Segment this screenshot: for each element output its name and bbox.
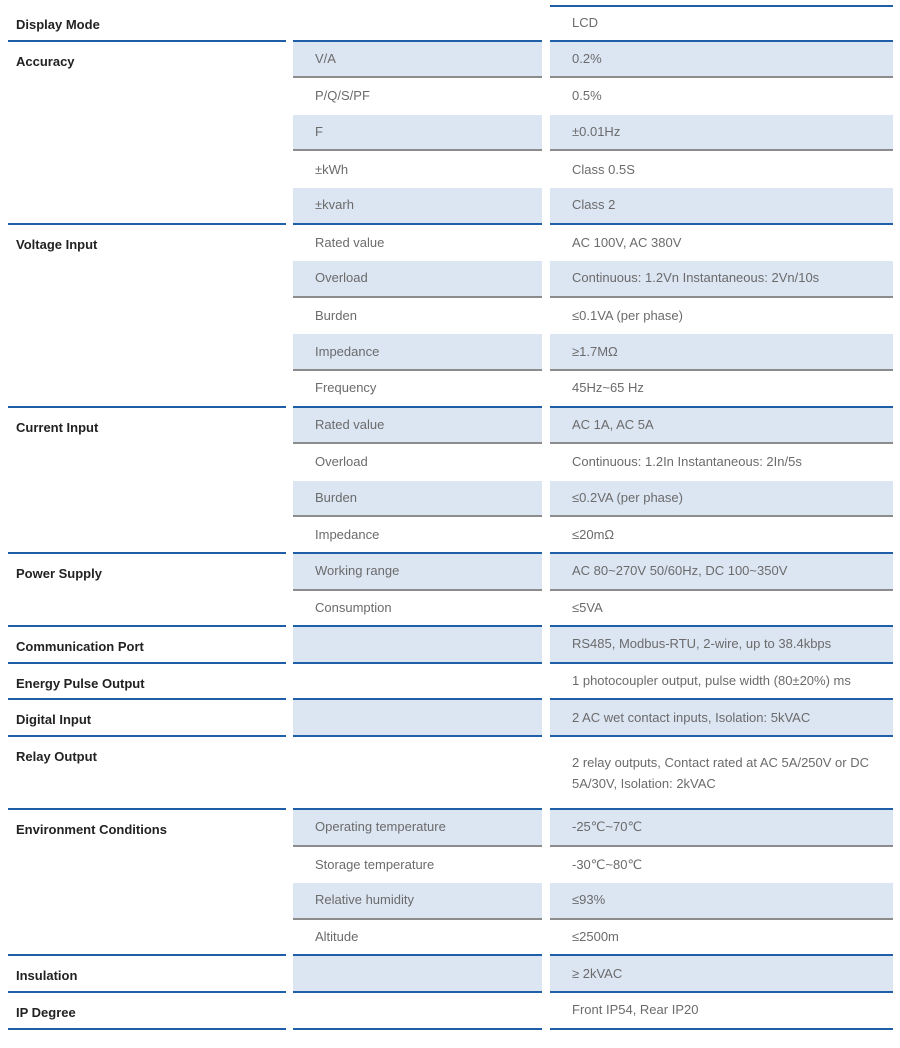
parameter-label: Rated value [315, 234, 385, 250]
spec-value: Class 0.5S [572, 161, 635, 177]
spec-group [0, 5, 900, 42]
spec-group [0, 737, 900, 810]
category-label: Accuracy [16, 53, 75, 69]
value-cell [550, 993, 893, 1030]
spec-value: 0.2% [572, 50, 602, 66]
spec-value: ±0.01Hz [572, 124, 621, 140]
spec-value: Continuous: 1.2Vn Instantaneous: 2Vn/10s [572, 270, 820, 286]
parameter-cell [293, 42, 542, 79]
parameter-cell [293, 188, 542, 225]
parameter-cell [293, 810, 542, 847]
category-cell [8, 42, 286, 225]
parameter-label: F [315, 124, 323, 140]
parameter-label: Burden [315, 490, 357, 506]
spec-group [0, 810, 900, 956]
value-cell [550, 627, 893, 664]
parameter-cell [293, 883, 542, 920]
spec-value: ≤5VA [572, 599, 603, 615]
parameter-cell [293, 371, 542, 408]
spec-value: Continuous: 1.2In Instantaneous: 2In/5s [572, 454, 802, 470]
value-cell [550, 115, 893, 152]
value-cell [550, 920, 893, 957]
value-cell [550, 737, 893, 810]
value-cell [550, 554, 893, 591]
parameter-cell [293, 444, 542, 481]
value-cell [550, 810, 893, 847]
spec-group [0, 42, 900, 225]
parameter-cell [293, 115, 542, 152]
category-label: Environment Conditions [16, 822, 167, 837]
parameter-label: Impedance [315, 526, 380, 542]
spec-value: LCD [572, 15, 599, 31]
category-cell [8, 408, 286, 554]
spec-group [0, 993, 900, 1030]
spec-value: 45Hz~65 Hz [572, 380, 644, 396]
parameter-label: ±kWh [315, 161, 349, 177]
parameter-cell [293, 627, 542, 664]
category-label: Communication Port [16, 639, 144, 655]
value-cell [550, 261, 893, 298]
spec-value: ≤2500m [572, 929, 619, 945]
spec-value: RS485, Modbus-RTU, 2-wire, up to 38.4kbps [572, 636, 832, 652]
parameter-label: P/Q/S/PF [315, 88, 370, 104]
value-cell [550, 42, 893, 79]
category-label: Current Input [16, 419, 99, 435]
value-cell [550, 371, 893, 408]
value-cell [550, 151, 893, 188]
category-cell [8, 956, 286, 993]
spec-value: 2 AC wet contact inputs, Isolation: 5kVAC [572, 709, 811, 725]
parameter-cell [293, 517, 542, 554]
value-cell [550, 225, 893, 262]
spec-value: ≤93% [572, 892, 606, 908]
parameter-cell [293, 334, 542, 371]
parameter-cell [293, 225, 542, 262]
parameter-cell [293, 737, 542, 810]
value-cell [550, 481, 893, 518]
spec-value: AC 80~270V 50/60Hz, DC 100~350V [572, 563, 788, 579]
spec-value: Class 2 [572, 197, 616, 213]
parameter-label: Relative humidity [315, 892, 414, 908]
spec-group [0, 627, 900, 664]
spec-group [0, 664, 900, 701]
spec-value: ≥ 2kVAC [572, 965, 623, 981]
parameter-cell [293, 5, 542, 42]
value-cell [550, 408, 893, 445]
category-label: Energy Pulse Output [16, 675, 145, 691]
parameter-label: Working range [315, 563, 400, 579]
category-cell [8, 225, 286, 408]
value-cell [550, 5, 893, 42]
value-cell [550, 517, 893, 554]
value-cell [550, 188, 893, 225]
category-cell [8, 737, 286, 810]
spec-value: 2 relay outputs, Contact rated at AC 5A/250V or DC 5A/30V, Isolation: 2kVAC [572, 754, 869, 791]
value-cell [550, 444, 893, 481]
category-label: Relay Output [16, 749, 97, 764]
parameter-cell [293, 408, 542, 445]
category-label: IP Degree [16, 1005, 76, 1020]
spec-value: 1 photocoupler output, pulse width (80±20%) ms [572, 673, 851, 689]
value-cell [550, 883, 893, 920]
parameter-cell [293, 554, 542, 591]
spec-value: 0.5% [572, 88, 602, 104]
parameter-label: Rated value [315, 416, 385, 432]
value-cell [550, 664, 893, 701]
category-cell [8, 627, 286, 664]
spec-group [0, 700, 900, 737]
parameter-cell [293, 591, 542, 628]
spec-value: ≤20mΩ [572, 526, 615, 542]
spec-value: ≤0.1VA (per phase) [572, 308, 683, 324]
parameter-cell [293, 700, 542, 737]
value-cell [550, 334, 893, 371]
spec-value: -30℃~80℃ [572, 856, 643, 872]
parameter-label: Burden [315, 308, 357, 324]
value-cell [550, 700, 893, 737]
parameter-cell [293, 993, 542, 1030]
spec-group [0, 956, 900, 993]
parameter-label: V/A [315, 50, 336, 66]
category-cell [8, 700, 286, 737]
parameter-cell [293, 664, 542, 701]
parameter-cell [293, 151, 542, 188]
parameter-label: Storage temperature [315, 856, 435, 872]
parameter-label: Operating temperature [315, 819, 446, 835]
spec-value: Front IP54, Rear IP20 [572, 1002, 699, 1018]
parameter-label: Frequency [315, 380, 377, 396]
spec-value: AC 1A, AC 5A [572, 416, 654, 432]
category-cell [8, 5, 286, 42]
category-cell [8, 810, 286, 956]
parameter-label: Impedance [315, 343, 380, 359]
value-cell [550, 591, 893, 628]
spec-value: ≥1.7MΩ [572, 343, 618, 359]
category-label: Insulation [16, 968, 78, 984]
category-label: Voltage Input [16, 236, 98, 252]
value-cell [550, 298, 893, 335]
parameter-label: Altitude [315, 929, 359, 945]
spec-group [0, 408, 900, 554]
value-cell [550, 78, 893, 115]
parameter-label: Consumption [315, 599, 392, 615]
parameter-cell [293, 261, 542, 298]
parameter-label: Overload [315, 270, 368, 286]
category-label: Power Supply [16, 566, 102, 581]
spec-group [0, 225, 900, 408]
spec-value: ≤0.2VA (per phase) [572, 490, 683, 506]
category-label: Display Mode [16, 17, 100, 32]
category-cell [8, 664, 286, 701]
parameter-label: Overload [315, 454, 368, 470]
category-label: Digital Input [16, 712, 92, 728]
category-cell [8, 554, 286, 627]
parameter-cell [293, 298, 542, 335]
category-cell [8, 993, 286, 1030]
value-cell [550, 956, 893, 993]
parameter-cell [293, 847, 542, 884]
parameter-label: ±kvarh [315, 197, 354, 213]
spec-value: AC 100V, AC 380V [572, 234, 682, 250]
value-cell [550, 847, 893, 884]
parameter-cell [293, 920, 542, 957]
parameter-cell [293, 78, 542, 115]
spec-value: -25℃~70℃ [572, 819, 643, 835]
parameter-cell [293, 481, 542, 518]
parameter-cell [293, 956, 542, 993]
spec-group [0, 554, 900, 627]
